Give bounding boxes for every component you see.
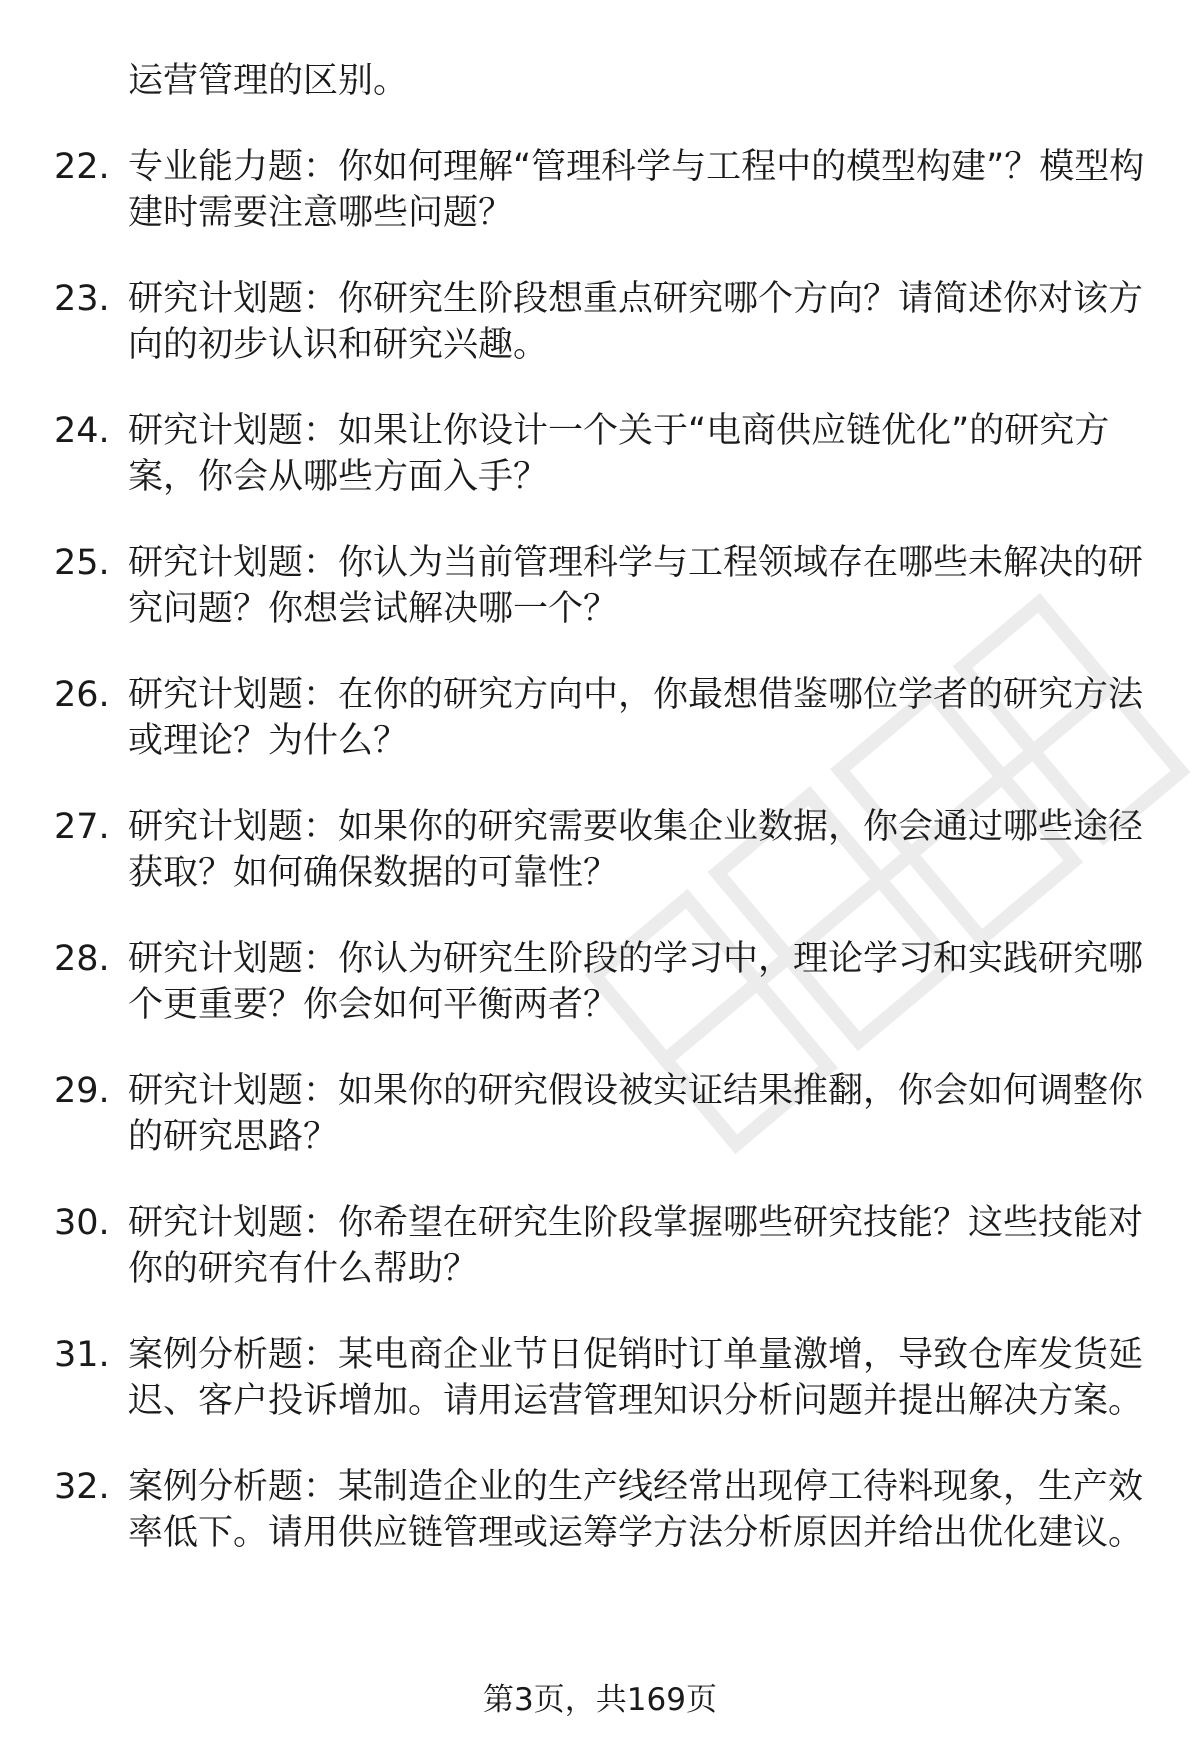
item-number: 24. [54, 411, 110, 451]
item-text: 研究计划题：在你的研究方向中，你最想借鉴哪位学者的研究方法或理论？为什么？ [128, 675, 1144, 761]
item-number: 29. [54, 1071, 110, 1111]
list-item [0, 540, 1200, 632]
question-list [0, 58, 1200, 1596]
list-item [0, 1068, 1200, 1160]
item-text: 专业能力题：你如何理解“管理科学与工程中的模型构建”？模型构建时需要注意哪些问题？ [128, 147, 1145, 233]
list-item [0, 408, 1200, 500]
list-item [0, 1464, 1200, 1556]
continued-text: 运营管理的区别。 [128, 61, 409, 101]
item-text: 研究计划题：你研究生阶段想重点研究哪个方向？请简述你对该方向的初步认识和研究兴趣。 [128, 279, 1144, 365]
item-number: 30. [54, 1203, 110, 1243]
list-item [0, 804, 1200, 896]
list-item [0, 936, 1200, 1028]
list-item [0, 1200, 1200, 1292]
item-text: 研究计划题：如果让你设计一个关于“电商供应链优化”的研究方案，你会从哪些方面入手？ [128, 411, 1110, 497]
item-text: 研究计划题：你希望在研究生阶段掌握哪些研究技能？这些技能对你的研究有什么帮助？ [128, 1203, 1144, 1289]
item-text: 研究计划题：如果你的研究假设被实证结果推翻，你会如何调整你的研究思路？ [128, 1071, 1144, 1157]
list-item [0, 276, 1200, 368]
item-number: 25. [54, 543, 110, 583]
item-text: 研究计划题：如果你的研究需要收集企业数据，你会通过哪些途径获取？如何确保数据的可靠性？ [128, 807, 1144, 893]
page-number-footer: 第3页，共169页 [483, 1682, 717, 1718]
list-item [0, 144, 1200, 236]
item-number: 26. [54, 675, 110, 715]
item-number: 31. [54, 1335, 110, 1375]
item-text: 案例分析题：某制造企业的生产线经常出现停工待料现象，生产效率低下。请用供应链管理或运筹学方法分析原因并给出优化建议。 [128, 1467, 1144, 1553]
list-item [0, 672, 1200, 764]
item-number: 23. [54, 279, 110, 319]
item-text: 案例分析题：某电商企业节日促销时订单量激增，导致仓库发货延迟、客户投诉增加。请用运营管理知识分析问题并提出解决方案。 [128, 1335, 1144, 1421]
item-number: 22. [54, 147, 110, 187]
item-number: 32. [54, 1467, 110, 1507]
item-number: 27. [54, 807, 110, 847]
item-text: 研究计划题：你认为研究生阶段的学习中，理论学习和实践研究哪个更重要？你会如何平衡两者？ [128, 939, 1144, 1025]
item-text: 研究计划题：你认为当前管理科学与工程领域存在哪些未解决的研究问题？你想尝试解决哪一个？ [128, 543, 1144, 629]
list-item [0, 1332, 1200, 1424]
item-number: 28. [54, 939, 110, 979]
